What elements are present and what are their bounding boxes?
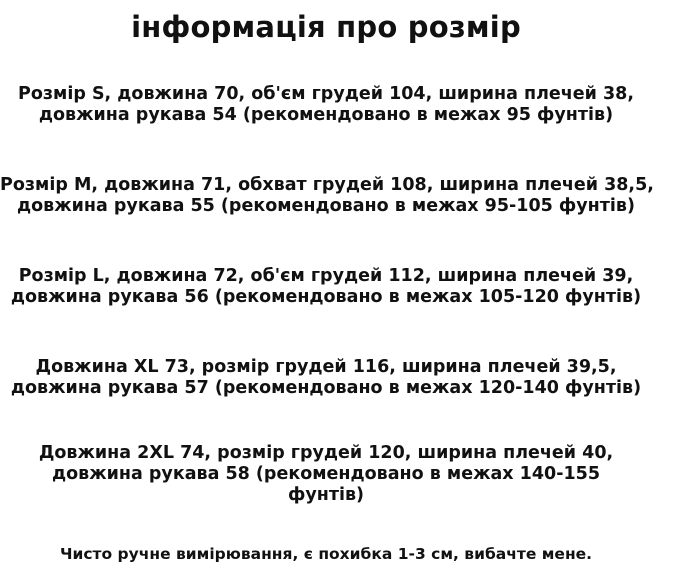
size-m-line-1: Розмір M, довжина 71, обхват грудей 108, ширина плечей 38,5, bbox=[0, 175, 654, 195]
size-l-line-1: Розмір L, довжина 72, об'єм грудей 112, ширина плечей 39, bbox=[18, 266, 634, 286]
page-title: інформація про розмір bbox=[131, 10, 521, 44]
size-xl-line-2: довжина рукава 57 (рекомендовано в межах 120-140 фунтів) bbox=[10, 378, 642, 398]
size-xl-info bbox=[0, 357, 652, 399]
size-2xl-line-3: фунтів) bbox=[287, 485, 365, 505]
size-xl-line-1: Довжина XL 73, розмір грудей 116, ширина плечей 39,5, bbox=[35, 357, 617, 377]
size-2xl-info bbox=[0, 443, 652, 506]
size-2xl-line-2: довжина рукава 58 (рекомендовано в межах 140-155 bbox=[51, 464, 600, 484]
size-s-info bbox=[0, 84, 652, 126]
size-l-info bbox=[0, 266, 652, 308]
size-s-line-1: Розмір S, довжина 70, об'єм грудей 104, ширина плечей 38, bbox=[18, 84, 634, 104]
size-m-line-2: довжина рукава 55 (рекомендовано в межах 95-105 фунтів) bbox=[16, 196, 635, 216]
size-s-line-2: довжина рукава 54 (рекомендовано в межах 95 фунтів) bbox=[38, 105, 614, 125]
size-l-line-2: довжина рукава 56 (рекомендовано в межах 105-120 фунтів) bbox=[10, 287, 642, 307]
measurement-note: Чисто ручне вимірювання, є похибка 1-3 см, вибачте мене. bbox=[59, 545, 593, 563]
size-2xl-line-1: Довжина 2XL 74, розмір грудей 120, ширина плечей 40, bbox=[38, 443, 614, 463]
size-m-info bbox=[0, 175, 652, 217]
